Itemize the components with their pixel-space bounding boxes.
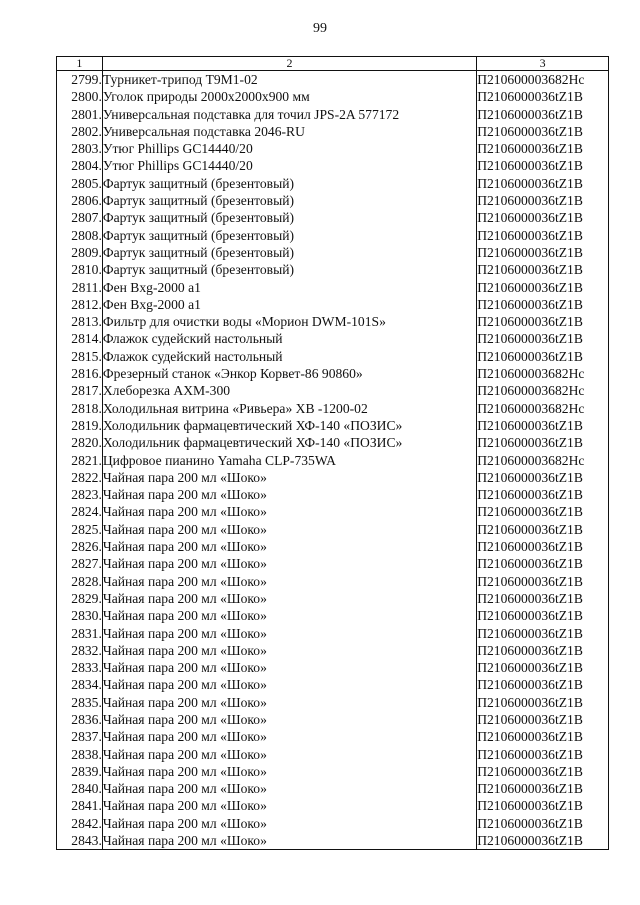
row-code-cell: П2106000036tZ1B (477, 746, 609, 763)
row-code-cell: П2106000036tZ1B (477, 296, 609, 313)
row-code-cell: П2106000036tZ1B (477, 279, 609, 296)
table-row (57, 607, 609, 624)
row-number-cell: 2835. (57, 694, 103, 711)
row-name-cell: Чайная пара 200 мл «Шоко» (102, 538, 476, 555)
row-name-cell: Универсальная подставка 2046-RU (102, 123, 476, 140)
table-row (57, 106, 609, 123)
table-row (57, 832, 609, 850)
row-code-cell: П2106000036tZ1B (477, 711, 609, 728)
row-code-cell: П2106000036tZ1B (477, 192, 609, 209)
row-code-cell: П210600003682Нс (477, 452, 609, 469)
row-code-cell: П2106000036tZ1B (477, 642, 609, 659)
row-name-cell: Чайная пара 200 мл «Шоко» (102, 573, 476, 590)
row-number-cell: 2834. (57, 676, 103, 693)
row-code-cell: П2106000036tZ1B (477, 607, 609, 624)
row-number-cell: 2824. (57, 503, 103, 520)
row-number-cell: 2813. (57, 313, 103, 330)
row-code-cell: П2106000036tZ1B (477, 486, 609, 503)
row-number-cell: 2823. (57, 486, 103, 503)
row-number-cell: 2801. (57, 106, 103, 123)
table-row (57, 590, 609, 607)
row-number-cell: 2809. (57, 244, 103, 261)
row-number-cell: 2805. (57, 175, 103, 192)
row-name-cell: Чайная пара 200 мл «Шоко» (102, 815, 476, 832)
row-name-cell: Чайная пара 200 мл «Шоко» (102, 694, 476, 711)
table-row (57, 538, 609, 555)
row-name-cell: Чайная пара 200 мл «Шоко» (102, 469, 476, 486)
row-number-cell: 2800. (57, 88, 103, 105)
table-row (57, 123, 609, 140)
row-code-cell: П2106000036tZ1B (477, 157, 609, 174)
row-number-cell: 2804. (57, 157, 103, 174)
row-code-cell: П2106000036tZ1B (477, 469, 609, 486)
row-number-cell: 2806. (57, 192, 103, 209)
row-number-cell: 2822. (57, 469, 103, 486)
row-code-cell: П2106000036tZ1B (477, 538, 609, 555)
table-row (57, 452, 609, 469)
table-row (57, 521, 609, 538)
row-name-cell: Чайная пара 200 мл «Шоко» (102, 832, 476, 850)
table-row (57, 642, 609, 659)
row-name-cell: Чайная пара 200 мл «Шоко» (102, 728, 476, 745)
table-row (57, 140, 609, 157)
row-code-cell: П2106000036tZ1B (477, 106, 609, 123)
table-row (57, 694, 609, 711)
row-name-cell: Фильтр для очистки воды «Морион DWM-101S» (102, 313, 476, 330)
row-number-cell: 2820. (57, 434, 103, 451)
column-header-number: 1 (57, 57, 103, 71)
table-row (57, 555, 609, 572)
row-name-cell: Фен Bxg-2000 a1 (102, 296, 476, 313)
row-name-cell: Фартук защитный (брезентовый) (102, 192, 476, 209)
row-name-cell: Чайная пара 200 мл «Шоко» (102, 607, 476, 624)
row-number-cell: 2821. (57, 452, 103, 469)
row-number-cell: 2840. (57, 780, 103, 797)
table-row (57, 676, 609, 693)
row-number-cell: 2812. (57, 296, 103, 313)
table-row (57, 763, 609, 780)
row-name-cell: Хлеборезка АХМ-300 (102, 382, 476, 399)
table-row (57, 728, 609, 745)
row-number-cell: 2838. (57, 746, 103, 763)
row-name-cell: Чайная пара 200 мл «Шоко» (102, 763, 476, 780)
inventory-table (56, 56, 609, 850)
table-row (57, 71, 609, 89)
row-code-cell: П2106000036tZ1B (477, 227, 609, 244)
table-row (57, 209, 609, 226)
row-number-cell: 2803. (57, 140, 103, 157)
row-code-cell: П2106000036tZ1B (477, 728, 609, 745)
row-code-cell: П2106000036tZ1B (477, 573, 609, 590)
row-code-cell: П2106000036tZ1B (477, 123, 609, 140)
row-code-cell: П2106000036tZ1B (477, 521, 609, 538)
row-name-cell: Чайная пара 200 мл «Шоко» (102, 711, 476, 728)
row-code-cell: П2106000036tZ1B (477, 140, 609, 157)
row-number-cell: 2814. (57, 330, 103, 347)
column-header-code: 3 (477, 57, 609, 71)
row-name-cell: Чайная пара 200 мл «Шоко» (102, 659, 476, 676)
table-row (57, 175, 609, 192)
row-number-cell: 2799. (57, 71, 103, 89)
row-name-cell: Чайная пара 200 мл «Шоко» (102, 625, 476, 642)
row-number-cell: 2810. (57, 261, 103, 278)
table-body (57, 71, 609, 850)
row-name-cell: Утюг Phillips GC14440/20 (102, 140, 476, 157)
table-row (57, 192, 609, 209)
row-code-cell: П2106000036tZ1B (477, 434, 609, 451)
row-code-cell: П2106000036tZ1B (477, 555, 609, 572)
table-row (57, 711, 609, 728)
table-row (57, 330, 609, 347)
row-number-cell: 2829. (57, 590, 103, 607)
row-name-cell: Флажок судейский настольный (102, 348, 476, 365)
table-row (57, 279, 609, 296)
row-code-cell: П2106000036tZ1B (477, 676, 609, 693)
row-number-cell: 2843. (57, 832, 103, 850)
row-code-cell: П2106000036tZ1B (477, 209, 609, 226)
table-row (57, 244, 609, 261)
row-code-cell: П2106000036tZ1B (477, 261, 609, 278)
row-code-cell: П2106000036tZ1B (477, 780, 609, 797)
row-number-cell: 2830. (57, 607, 103, 624)
row-number-cell: 2833. (57, 659, 103, 676)
row-name-cell: Фартук защитный (брезентовый) (102, 261, 476, 278)
table-row (57, 88, 609, 105)
row-name-cell: Холодильная витрина «Ривьера» ХВ -1200-02 (102, 400, 476, 417)
table-row (57, 157, 609, 174)
table-row (57, 746, 609, 763)
table-row (57, 797, 609, 814)
table-row (57, 625, 609, 642)
table-row (57, 486, 609, 503)
row-code-cell: П2106000036tZ1B (477, 175, 609, 192)
row-code-cell: П210600003682Нс (477, 400, 609, 417)
row-code-cell: П2106000036tZ1B (477, 763, 609, 780)
row-number-cell: 2819. (57, 417, 103, 434)
row-number-cell: 2828. (57, 573, 103, 590)
row-code-cell: П2106000036tZ1B (477, 590, 609, 607)
row-number-cell: 2836. (57, 711, 103, 728)
row-name-cell: Фартук защитный (брезентовый) (102, 175, 476, 192)
row-name-cell: Чайная пара 200 мл «Шоко» (102, 780, 476, 797)
row-number-cell: 2818. (57, 400, 103, 417)
row-name-cell: Холодильник фармацевтический ХФ-140 «ПОЗИС» (102, 434, 476, 451)
row-name-cell: Чайная пара 200 мл «Шоко» (102, 521, 476, 538)
row-name-cell: Турникет-трипод Т9М1-02 (102, 71, 476, 89)
table-row (57, 659, 609, 676)
row-name-cell: Чайная пара 200 мл «Шоко» (102, 642, 476, 659)
table-row (57, 780, 609, 797)
row-number-cell: 2827. (57, 555, 103, 572)
row-number-cell: 2808. (57, 227, 103, 244)
table-row (57, 469, 609, 486)
row-name-cell: Фартук защитный (брезентовый) (102, 227, 476, 244)
row-number-cell: 2811. (57, 279, 103, 296)
row-name-cell: Чайная пара 200 мл «Шоко» (102, 590, 476, 607)
row-code-cell: П2106000036tZ1B (477, 330, 609, 347)
row-number-cell: 2831. (57, 625, 103, 642)
table-header-row (57, 57, 609, 71)
row-code-cell: П2106000036tZ1B (477, 348, 609, 365)
table-row (57, 434, 609, 451)
table-row (57, 503, 609, 520)
row-name-cell: Утюг Phillips GC14440/20 (102, 157, 476, 174)
table-row (57, 296, 609, 313)
row-name-cell: Чайная пара 200 мл «Шоко» (102, 555, 476, 572)
row-number-cell: 2825. (57, 521, 103, 538)
column-header-name: 2 (102, 57, 476, 71)
row-name-cell: Чайная пара 200 мл «Шоко» (102, 746, 476, 763)
row-number-cell: 2807. (57, 209, 103, 226)
row-code-cell: П2106000036tZ1B (477, 694, 609, 711)
row-code-cell: П2106000036tZ1B (477, 417, 609, 434)
row-number-cell: 2839. (57, 763, 103, 780)
table-row (57, 400, 609, 417)
row-code-cell: П2106000036tZ1B (477, 244, 609, 261)
row-name-cell: Уголок природы 2000х2000х900 мм (102, 88, 476, 105)
row-code-cell: П210600003682Нс (477, 382, 609, 399)
row-code-cell: П2106000036tZ1B (477, 659, 609, 676)
table-row (57, 382, 609, 399)
row-code-cell: П2106000036tZ1B (477, 797, 609, 814)
table-row (57, 573, 609, 590)
row-name-cell: Универсальная подставка для точил JPS-2A 577172 (102, 106, 476, 123)
row-code-cell: П2106000036tZ1B (477, 815, 609, 832)
row-name-cell: Фен Bxg-2000 a1 (102, 279, 476, 296)
row-name-cell: Фрезерный станок «Энкор Корвет-86 90860» (102, 365, 476, 382)
row-number-cell: 2842. (57, 815, 103, 832)
row-number-cell: 2841. (57, 797, 103, 814)
row-number-cell: 2832. (57, 642, 103, 659)
row-number-cell: 2816. (57, 365, 103, 382)
row-number-cell: 2802. (57, 123, 103, 140)
row-number-cell: 2817. (57, 382, 103, 399)
row-code-cell: П2106000036tZ1B (477, 832, 609, 850)
table-row (57, 261, 609, 278)
row-code-cell: П210600003682Нс (477, 365, 609, 382)
row-code-cell: П2106000036tZ1B (477, 88, 609, 105)
row-name-cell: Чайная пара 200 мл «Шоко» (102, 486, 476, 503)
row-number-cell: 2815. (57, 348, 103, 365)
table-row (57, 417, 609, 434)
table-row (57, 815, 609, 832)
row-name-cell: Чайная пара 200 мл «Шоко» (102, 797, 476, 814)
row-name-cell: Холодильник фармацевтический ХФ-140 «ПОЗИС» (102, 417, 476, 434)
page-number: 99 (313, 21, 327, 36)
table-row (57, 227, 609, 244)
table-row (57, 348, 609, 365)
row-name-cell: Чайная пара 200 мл «Шоко» (102, 676, 476, 693)
row-name-cell: Фартук защитный (брезентовый) (102, 209, 476, 226)
row-name-cell: Цифровое пианино Yamaha CLP-735WA (102, 452, 476, 469)
row-name-cell: Фартук защитный (брезентовый) (102, 244, 476, 261)
row-number-cell: 2826. (57, 538, 103, 555)
row-code-cell: П2106000036tZ1B (477, 625, 609, 642)
row-name-cell: Флажок судейский настольный (102, 330, 476, 347)
row-code-cell: П210600003682Нс (477, 71, 609, 89)
row-name-cell: Чайная пара 200 мл «Шоко» (102, 503, 476, 520)
row-number-cell: 2837. (57, 728, 103, 745)
table-row (57, 365, 609, 382)
row-code-cell: П2106000036tZ1B (477, 313, 609, 330)
table-row (57, 313, 609, 330)
row-code-cell: П2106000036tZ1B (477, 503, 609, 520)
